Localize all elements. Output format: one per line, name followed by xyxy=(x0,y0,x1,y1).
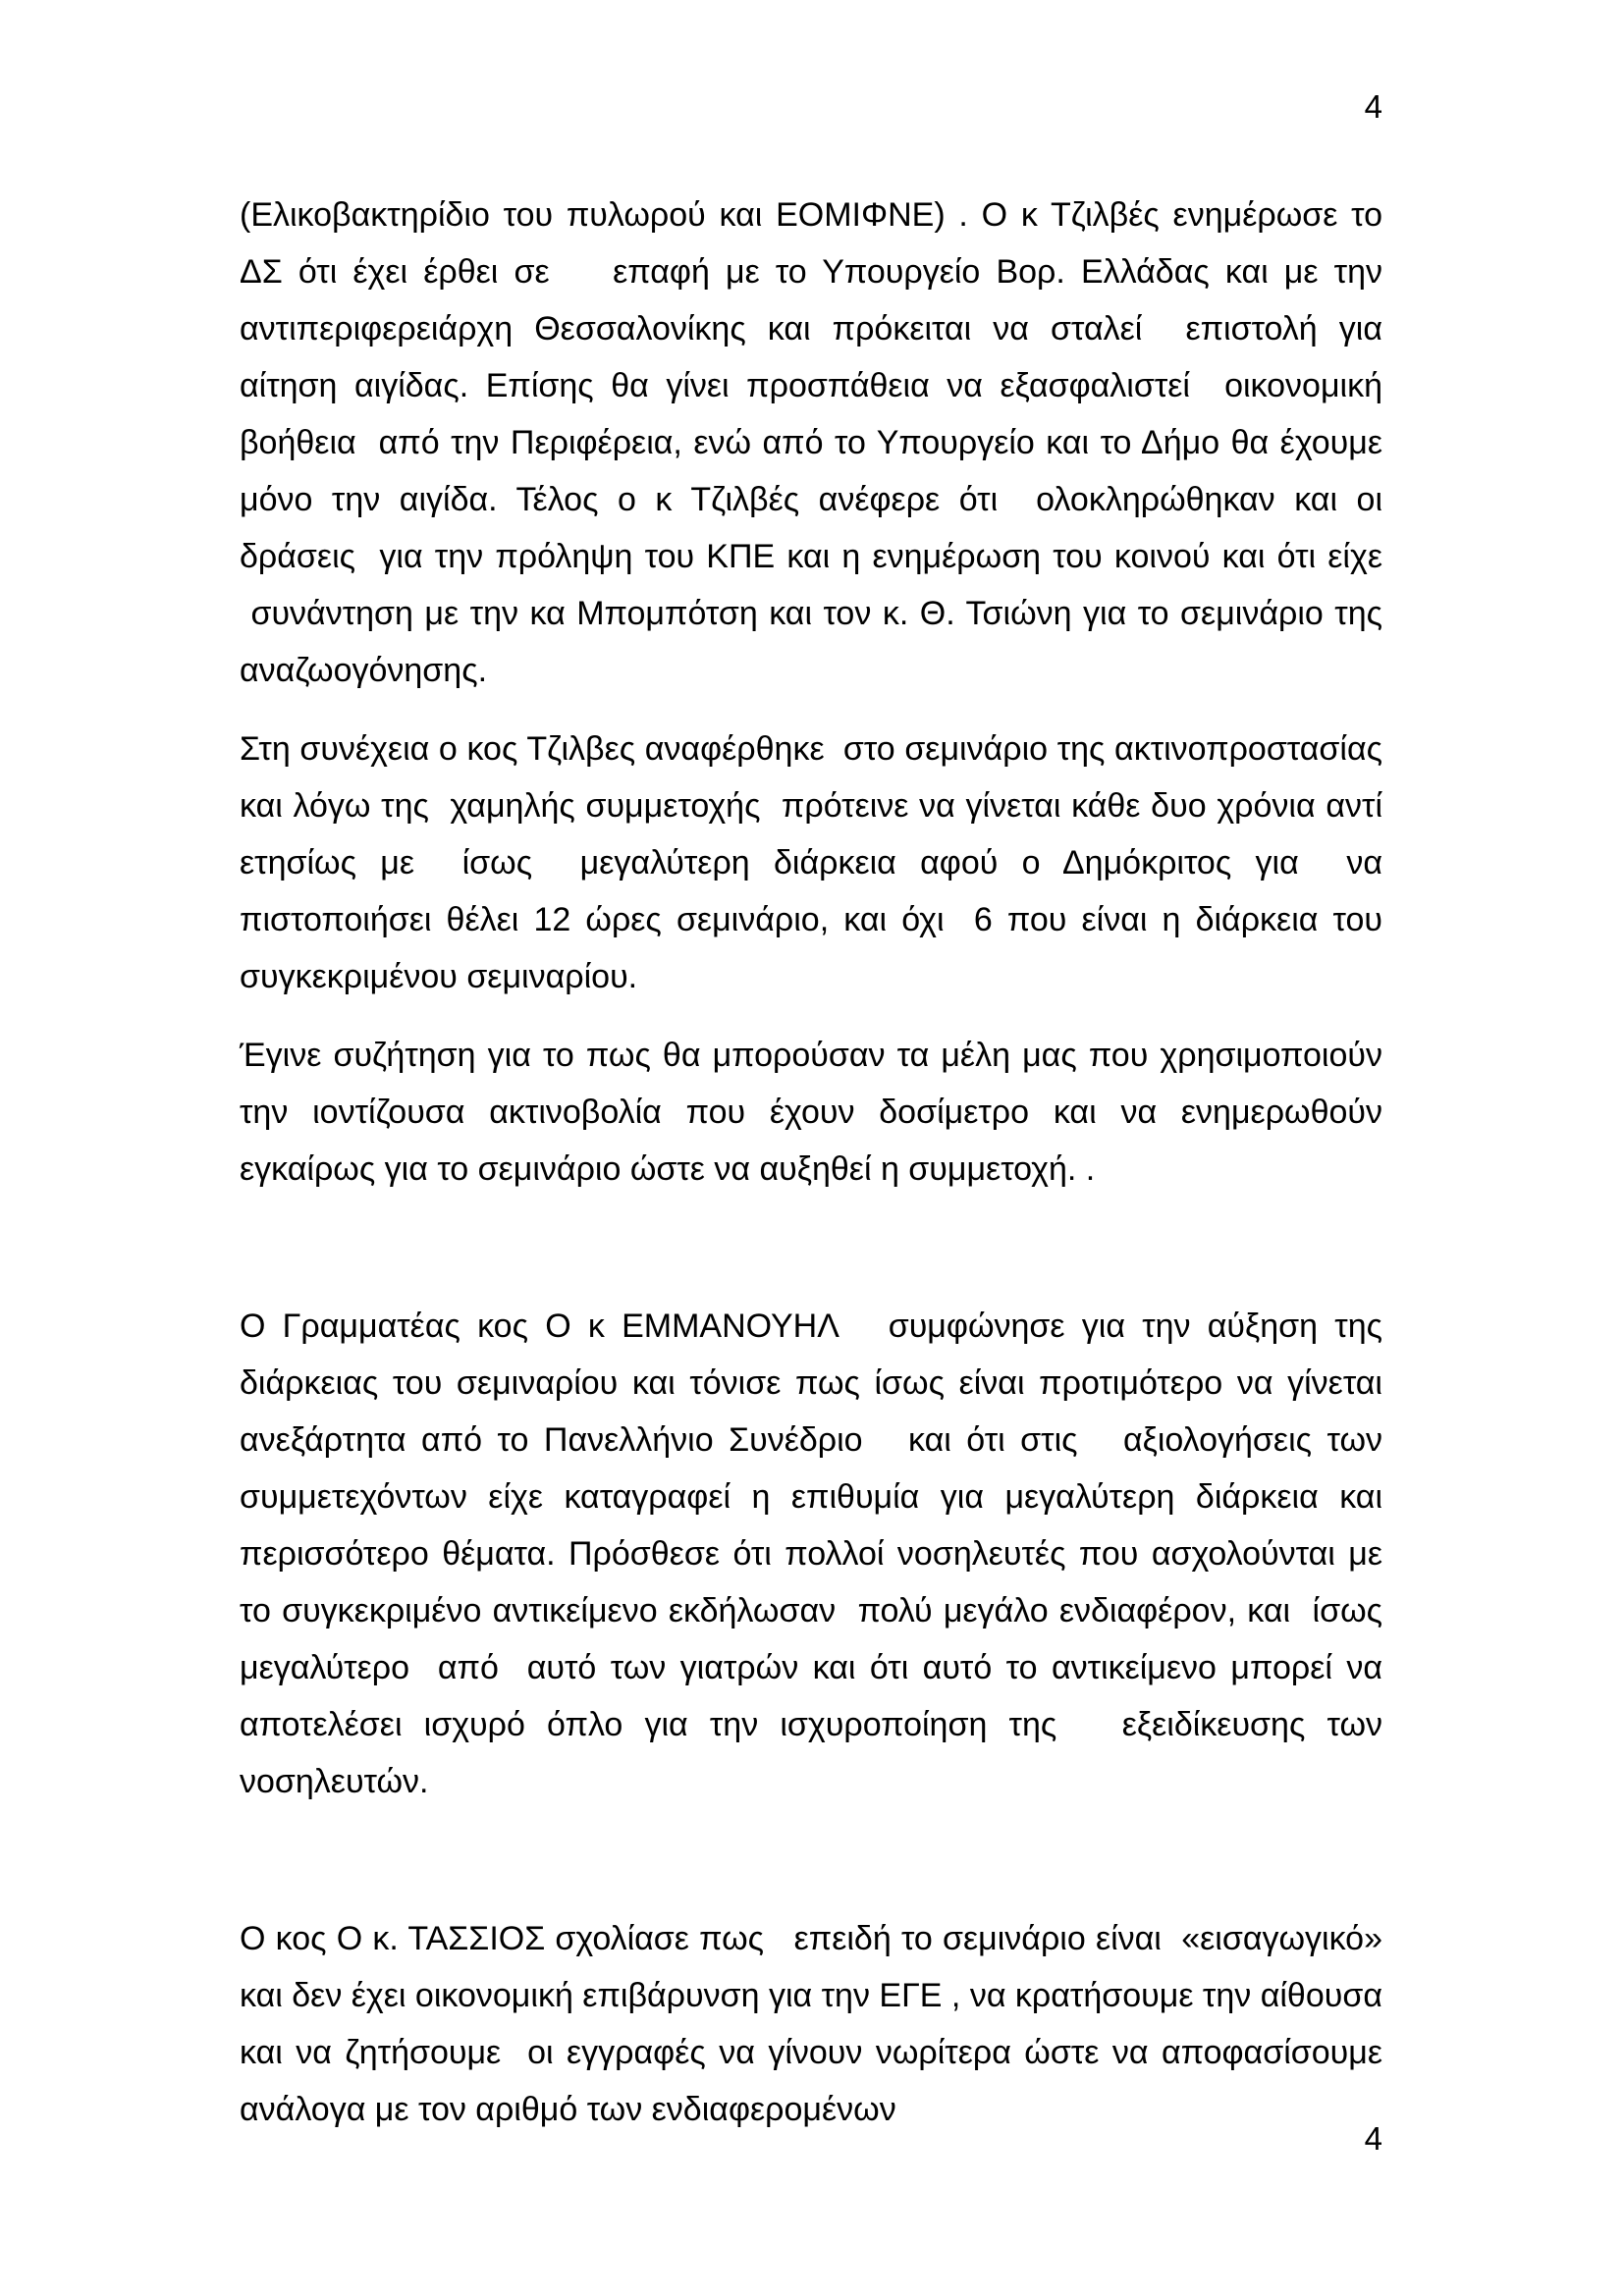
body-paragraph: Ο κος Ο κ. ΤΑΣΣΙΟΣ σχολίασε πως επειδή το σεμινάριο είναι «εισαγωγικό» και δεν έχει οικονομική επιβάρυνση για την ΕΓΕ , να κρατήσουμε την αίθουσα και να ζητήσουμε οι εγγραφές να γίνουν νωρίτερα ώστε να αποφασίσουμε ανάλογα με τον αριθμό των ενδιαφερομένων xyxy=(240,1920,1382,2128)
body-paragraph: Στη συνέχεια ο κος Τζιλβες αναφέρθηκε στο σεμινάριο της ακτινοπροστασίας και λόγω της χαμηλής συμμετοχής πρότεινε να γίνεται κάθε δυο χρόνια αντί ετησίως με ίσως μεγαλύτερη διάρκεια αφού ο Δημόκριτος για να πιστοποιήσει θέλει 12 ώρες σεμινάριο, και όχι 6 που είναι η διάρκεια του συγκεκριμένου σεμιναρίου. xyxy=(240,730,1382,995)
body-paragraph: Ο Γραμματέας κος Ο κ ΕΜΜΑΝΟΥΗΛ συμφώνησε για την αύξηση της διάρκειας του σεμιναρίου και τόνισε πως ίσως είναι προτιμότερο να γίνεται ανεξάρτητα από το Πανελλήνιο Συνέδριο και ότι στις αξιολογήσεις των συμμετεχόντων είχε καταγραφεί η επιθυμία για μεγαλύτερη διάρκεια και περισσότερο θέματα. Πρόσθεσε ότι πολλοί νοσηλευτές που ασχολούνται με το συγκεκριμένο αντικείμενο εκδήλωσαν πολύ μεγάλο ενδιαφέρον, και ίσως μεγαλύτερο από αυτό των γιατρών και ότι αυτό το αντικείμενο μπορεί να αποτελέσει ισχυρό όπλο για την ισχυροποίηση της εξειδίκευσης των νοσηλευτών. xyxy=(240,1308,1382,1800)
document-body xyxy=(240,187,1382,2160)
page-number-header: 4 xyxy=(1364,88,1382,125)
body-paragraph: Έγινε συζήτηση για το πως θα μπορούσαν τα μέλη μας που χρησιμοποιούν την ιοντίζουσα ακτινοβολία που έχουν δοσίμετρο και να ενημερωθούν εγκαίρως για το σεμινάριο ώστε να αυξηθεί η συμμετοχή. . xyxy=(240,1037,1382,1188)
page-number-footer: 4 xyxy=(1364,2120,1382,2157)
body-paragraph: (Ελικοβακτηρίδιο του πυλωρού και ΕΟΜΙΦΝΕ) . Ο κ Τζιλβές ενημέρωσε το ΔΣ ότι έχει έρθει σε επαφή με το Υπουργείο Βορ. Ελλάδας και με την αντιπεριφερειάρχη Θεσσαλονίκης και πρόκειται να σταλεί επιστολή για αίτηση αιγίδας. Επίσης θα γίνει προσπάθεια να εξασφαλιστεί οικονομική βοήθεια από την Περιφέρεια, ενώ από το Υπουργείο και το Δήμο θα έχουμε μόνο την αιγίδα. Τέλος ο κ Τζιλβές ανέφερε ότι ολοκληρώθηκαν και οι δράσεις για την πρόληψη του ΚΠΕ και η ενημέρωση του κοινού και ότι είχε συνάντηση με την κα Μπομπότση και τον κ. Θ. Τσιώνη για το σεμινάριο της αναζωογόνησης. xyxy=(240,196,1382,689)
